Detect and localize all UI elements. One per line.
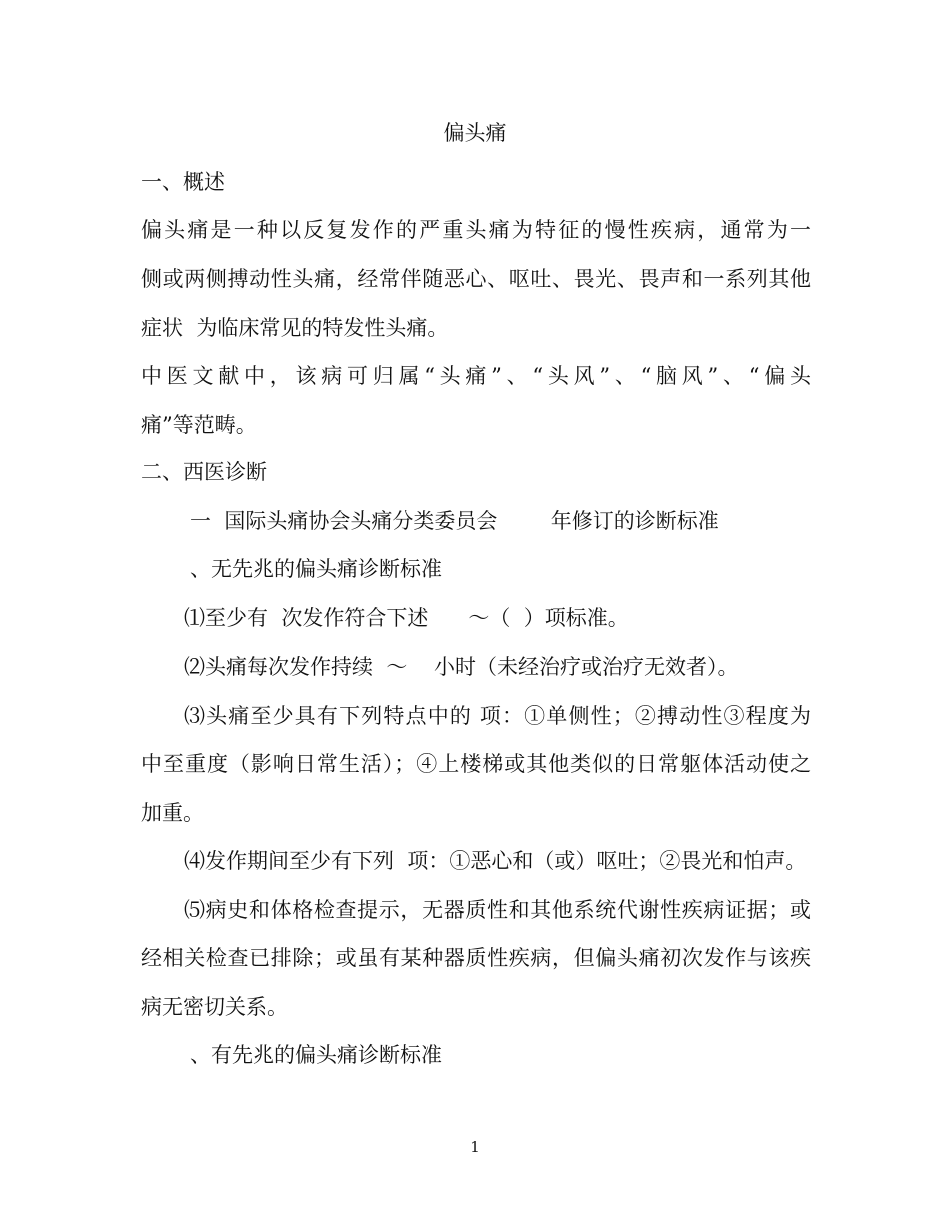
criterion-line: ⑷发作期间至少有下列 项：①恶心和（或）呕吐；②畏光和怕声。 [184, 849, 807, 873]
page-number: 1 [470, 1138, 480, 1156]
item-heading-without-aura: 、无先兆的偏头痛诊断标准 [190, 557, 442, 581]
criterion-line: ⑶头痛至少具有下列特点中的 项：①单侧性；②搏动性③程度为 [184, 704, 811, 728]
criterion-line: 中至重度（影响日常生活）；④上楼梯或其他类似的日常躯体活动使之 [141, 752, 811, 776]
criterion-line: ⑸病史和体格检查提示，无器质性和其他系统代谢性疾病证据；或 [184, 898, 811, 922]
section-heading-overview: 一、概述 [141, 170, 225, 194]
paragraph-line: 侧或两侧搏动性头痛，经常伴随恶心、呕吐、畏光、畏声和一系列其他 [141, 267, 811, 291]
page-title: 偏头痛 [443, 121, 507, 145]
criterion-line: 经相关检查已排除；或虽有某种器质性疾病，但偏头痛初次发作与该疾 [141, 946, 811, 970]
criterion-line: ⑵头痛每次发作持续 ～ 小时（未经治疗或治疗无效者）。 [184, 655, 739, 679]
criterion-line: ⑴至少有 次发作符合下述 ～（ ）项标准。 [184, 606, 629, 630]
criterion-line: 加重。 [141, 801, 204, 825]
paragraph-line: 偏头痛是一种以反复发作的严重头痛为特征的慢性疾病，通常为一 [141, 218, 811, 242]
paragraph-line: 中医文献中，该病可归属“头痛”、“头风”、“脑风”、“偏头 [141, 364, 811, 388]
paragraph-line: 症状 为临床常见的特发性头痛。 [141, 316, 449, 340]
section-heading-western-diagnosis: 二、西医诊断 [141, 460, 267, 484]
criterion-line: 病无密切关系。 [141, 995, 288, 1019]
paragraph-line: 痛”等范畴。 [141, 413, 257, 437]
subheading-ihs-criteria: 一 国际头痛协会头痛分类委员会 年修订的诊断标准 [190, 509, 719, 533]
item-heading-with-aura: 、有先兆的偏头痛诊断标准 [190, 1043, 442, 1067]
